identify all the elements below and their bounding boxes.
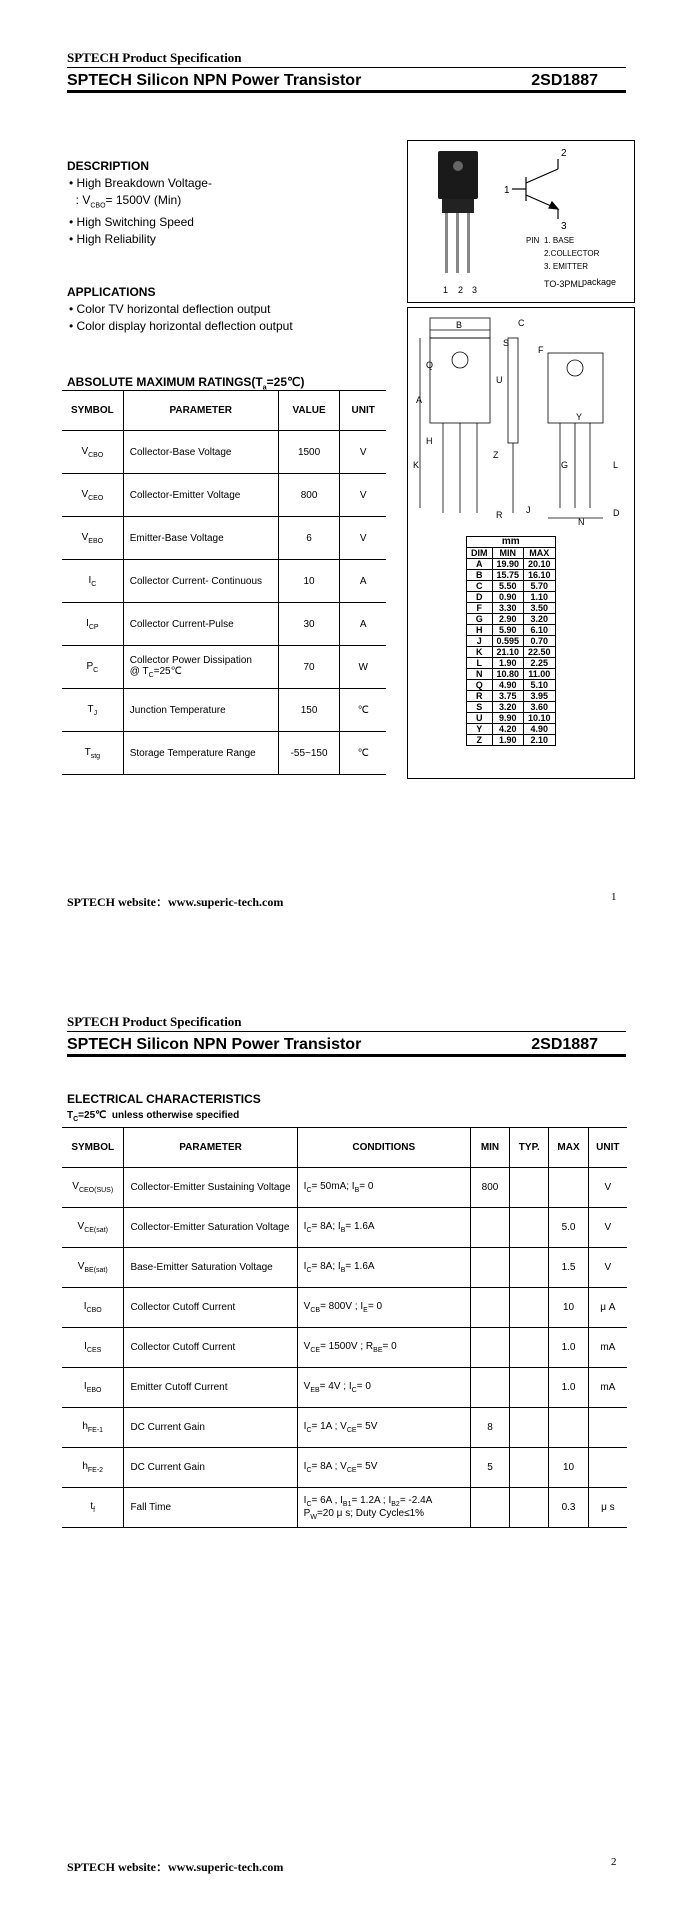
symbol-cell: $I_{CBO}$	[62, 1288, 124, 1328]
symbol-cell: $h_{FE-1}$	[62, 1408, 124, 1448]
column-header: SYMBOL	[62, 391, 123, 431]
table-cell: 5.50	[492, 581, 524, 592]
table-cell: 4.20	[492, 724, 524, 735]
unit-cell: V	[588, 1248, 627, 1288]
typ-cell	[510, 1208, 549, 1248]
description-heading: DESCRIPTION	[67, 159, 150, 173]
table-cell: 15.75	[492, 570, 524, 581]
table-row	[467, 669, 556, 680]
column-header: UNIT	[588, 1128, 627, 1168]
svg-text:L: L	[613, 460, 619, 470]
svg-text:N: N	[578, 517, 585, 527]
table-cell: 6.10	[524, 625, 556, 636]
conditions-cell: $I_C= 1A$ ; $V_{CE}= 5V$	[297, 1408, 470, 1448]
min-cell: 5	[470, 1448, 509, 1488]
table-row	[62, 1208, 627, 1248]
value-cell: 6	[278, 517, 340, 560]
svg-text:Q: Q	[426, 360, 434, 370]
unit-cell: A	[340, 560, 386, 603]
min-cell	[470, 1488, 509, 1528]
footer-website: SPTECH website：www.superic-tech.com	[67, 895, 284, 909]
unit-cell: mA	[588, 1328, 627, 1368]
table-cell: U	[467, 713, 493, 724]
parameter-cell: Collector Current- Continuous	[123, 560, 278, 603]
symbol-cell: $V_{CE(sat)}$	[62, 1208, 124, 1248]
table-row	[62, 474, 386, 517]
table-cell: 22.50	[524, 647, 556, 658]
document-title: SPTECH Silicon NPN Power Transistor	[67, 72, 362, 89]
unit-cell: ℃	[340, 689, 386, 732]
max-cell: 5.0	[549, 1208, 588, 1248]
unit-cell: ℃	[340, 732, 386, 775]
unit-cell	[588, 1448, 627, 1488]
svg-text:K: K	[413, 460, 420, 470]
symbol-cell: $T_J$	[62, 689, 123, 732]
column-header: MAX	[549, 1128, 588, 1168]
part-number: 2SD1887	[531, 72, 598, 89]
max-cell: 10	[549, 1288, 588, 1328]
table-header-row	[62, 391, 386, 431]
symbol-cell: $I_{CES}$	[62, 1328, 124, 1368]
svg-text:R: R	[496, 510, 503, 520]
table-row	[467, 603, 556, 614]
value-cell: 150	[278, 689, 340, 732]
table-cell: 2.90	[492, 614, 524, 625]
company-header: SPTECH Product Specification	[67, 50, 242, 65]
max-cell: 10	[549, 1448, 588, 1488]
parameter-cell: Junction Temperature	[123, 689, 278, 732]
conditions-cell: $V_{CB}= 800V$ ; $I_E= 0$	[297, 1288, 470, 1328]
svg-text:F: F	[538, 345, 544, 355]
table-cell: J	[467, 636, 493, 647]
footer-website: SPTECH website：www.superic-tech.com	[67, 1860, 284, 1874]
parameter-cell: Emitter-Base Voltage	[123, 517, 278, 560]
table-cell: Z	[467, 735, 493, 746]
table-cell: 3.60	[524, 702, 556, 713]
table-cell: 16.10	[524, 570, 556, 581]
symbol-cell: $I_{CP}$	[62, 603, 123, 646]
value-cell: 70	[278, 646, 340, 689]
table-cell: 3.50	[524, 603, 556, 614]
table-cell: 4.90	[524, 724, 556, 735]
max-cell: 0.3	[549, 1488, 588, 1528]
svg-text:H: H	[426, 436, 433, 446]
column-header: DIM	[467, 548, 493, 559]
list-item: • Color TV horizontal deflection output	[69, 302, 271, 316]
table-cell: 10.10	[524, 713, 556, 724]
table-cell: 2.25	[524, 658, 556, 669]
max-cell	[549, 1408, 588, 1448]
table-cell: 19.90	[492, 559, 524, 570]
unit-cell: μ s	[588, 1488, 627, 1528]
table-row	[467, 680, 556, 691]
column-header: VALUE	[278, 391, 340, 431]
table-row	[62, 1328, 627, 1368]
svg-text:TO-3PML: TO-3PML	[544, 279, 583, 289]
symbol-cell: $T_{stg}$	[62, 732, 123, 775]
table-row	[62, 1168, 627, 1208]
table-cell: 0.90	[492, 592, 524, 603]
table-row	[62, 1488, 627, 1528]
table-cell: C	[467, 581, 493, 592]
svg-text:C: C	[518, 318, 525, 328]
dimension-table	[466, 536, 556, 746]
unit-cell: mA	[588, 1368, 627, 1408]
package-outline-drawing	[408, 308, 634, 533]
table-row	[62, 1288, 627, 1328]
ratings-table	[62, 390, 386, 775]
table-row	[467, 658, 556, 669]
table-row	[467, 614, 556, 625]
table-row	[467, 735, 556, 746]
list-item: • Color display horizontal deflection output	[69, 319, 293, 333]
table-cell: B	[467, 570, 493, 581]
table-cell: 20.10	[524, 559, 556, 570]
table-row	[62, 603, 386, 646]
value-cell: 30	[278, 603, 340, 646]
svg-text:U: U	[496, 375, 503, 385]
list-item: • High Switching Speed	[69, 215, 194, 230]
table-cell: 0.70	[524, 636, 556, 647]
column-header: UNIT	[340, 391, 386, 431]
conditions-cell: $I_C= 50mA$; $I_B= 0$	[297, 1168, 470, 1208]
min-cell: 8	[470, 1408, 509, 1448]
table-cell: D	[467, 592, 493, 603]
part-number: 2SD1887	[531, 1036, 598, 1053]
table-cell: 3.20	[524, 614, 556, 625]
npn-symbol-icon	[512, 159, 558, 219]
table-row	[467, 724, 556, 735]
table-row	[467, 625, 556, 636]
svg-text:Y: Y	[576, 412, 583, 422]
table-row	[467, 592, 556, 603]
table-cell: H	[467, 625, 493, 636]
list-item: • High Breakdown Voltage-	[69, 176, 212, 190]
table-row	[62, 517, 386, 560]
title-bar	[67, 67, 626, 93]
symbol-cell: $V_{EBO}$	[62, 517, 123, 560]
column-header: PARAMETER	[124, 1128, 297, 1168]
table-cell: 4.90	[492, 680, 524, 691]
page-number: 2	[611, 1856, 617, 1868]
table-cell: 10.80	[492, 669, 524, 680]
column-header: MIN	[492, 548, 524, 559]
parameter-cell: Base-Emitter Saturation Voltage	[124, 1248, 297, 1288]
table-cell: 1.90	[492, 735, 524, 746]
min-cell	[470, 1288, 509, 1328]
table-cell: 5.70	[524, 581, 556, 592]
svg-text:J: J	[526, 505, 531, 515]
unit-cell: A	[340, 603, 386, 646]
conditions-cell: $I_C= 6A$ , $I_{B1}= 1.2A$ ; $I_{B2}= -2.4A$ $P_W=20$ μ s; Duty Cycle≤1%	[297, 1488, 470, 1528]
table-row	[62, 560, 386, 603]
table-cell: 5.90	[492, 625, 524, 636]
table-cell: R	[467, 691, 493, 702]
max-cell	[549, 1168, 588, 1208]
symbol-cell: $I_C$	[62, 560, 123, 603]
symbol-cell: $t_f$	[62, 1488, 124, 1528]
symbol-cell: $V_{CEO(SUS)}$	[62, 1168, 124, 1208]
symbol-cell: $h_{FE-2}$	[62, 1448, 124, 1488]
table-row	[467, 691, 556, 702]
table-cell: F	[467, 603, 493, 614]
page-number: 1	[611, 891, 617, 903]
applications-list	[69, 301, 293, 335]
pin-number: 2	[458, 285, 464, 295]
parameter-cell: Fall Time	[124, 1488, 297, 1528]
min-cell	[470, 1328, 509, 1368]
table-header-row	[62, 1128, 627, 1168]
max-cell: 1.0	[549, 1328, 588, 1368]
table-cell: K	[467, 647, 493, 658]
table-row	[62, 1408, 627, 1448]
svg-text:3: 3	[561, 221, 567, 232]
table-cell: L	[467, 658, 493, 669]
parameter-cell: Storage Temperature Range	[123, 732, 278, 775]
applications-heading: APPLICATIONS	[67, 285, 156, 299]
table-cell: Y	[467, 724, 493, 735]
transistor-package-photo	[408, 141, 634, 302]
column-header: SYMBOL	[62, 1128, 124, 1168]
conditions-cell: $V_{CE}= 1500V$ ; $R_{BE}= 0$	[297, 1328, 470, 1368]
column-header: TYP.	[510, 1128, 549, 1168]
table-cell: 3.30	[492, 603, 524, 614]
table-cell: 2.10	[524, 735, 556, 746]
value-cell: 1500	[278, 431, 340, 474]
svg-text:D: D	[613, 508, 620, 518]
electrical-heading: ELECTRICAL CHARACTERISTICS	[67, 1092, 261, 1106]
svg-text:1. BASE: 1. BASE	[544, 236, 575, 245]
typ-cell	[510, 1368, 549, 1408]
parameter-cell: Collector-Emitter Saturation Voltage	[124, 1208, 297, 1248]
table-row	[467, 581, 556, 592]
table-row	[62, 1448, 627, 1488]
svg-text:3. EMITTER: 3. EMITTER	[544, 262, 589, 271]
parameter-cell: Collector Power Dissipation @ $T_C=25℃$	[123, 646, 278, 689]
table-cell: G	[467, 614, 493, 625]
svg-text:G: G	[561, 460, 569, 470]
typ-cell	[510, 1488, 549, 1528]
title-bar	[67, 1031, 626, 1057]
table-cell: 21.10	[492, 647, 524, 658]
conditions-cell: $V_{EB}= 4V$ ; $I_C= 0$	[297, 1368, 470, 1408]
table-row	[467, 559, 556, 570]
min-cell	[470, 1248, 509, 1288]
table-row	[467, 702, 556, 713]
typ-cell	[510, 1328, 549, 1368]
description-list	[69, 175, 212, 248]
parameter-cell: Collector-Emitter Sustaining Voltage	[124, 1168, 297, 1208]
svg-text:S: S	[503, 338, 510, 348]
unit-cell: V	[340, 474, 386, 517]
package-image-box	[407, 140, 635, 303]
min-cell	[470, 1368, 509, 1408]
symbol-cell: $P_C$	[62, 646, 123, 689]
column-header: MIN	[470, 1128, 509, 1168]
table-cell: 0.595	[492, 636, 524, 647]
svg-text:Z: Z	[493, 450, 499, 460]
unit-cell: V	[340, 431, 386, 474]
list-item: • High Reliability	[69, 232, 156, 247]
table-cell: 5.10	[524, 680, 556, 691]
parameter-cell: Collector-Emitter Voltage	[123, 474, 278, 517]
unit-cell: V	[340, 517, 386, 560]
parameter-cell: DC Current Gain	[124, 1448, 297, 1488]
typ-cell	[510, 1448, 549, 1488]
svg-text:package: package	[582, 277, 617, 287]
parameter-cell: Collector Cutoff Current	[124, 1288, 297, 1328]
table-row	[62, 646, 386, 689]
unit-cell: W	[340, 646, 386, 689]
symbol-cell: $V_{BE(sat)}$	[62, 1248, 124, 1288]
table-cell: 9.90	[492, 713, 524, 724]
unit-cell: V	[588, 1168, 627, 1208]
svg-text:A: A	[416, 395, 423, 405]
table-row	[62, 1248, 627, 1288]
table-cell: Q	[467, 680, 493, 691]
table-cell: 3.20	[492, 702, 524, 713]
document-title: SPTECH Silicon NPN Power Transistor	[67, 1036, 362, 1053]
min-cell	[470, 1208, 509, 1248]
dimension-drawing-box	[407, 307, 635, 779]
typ-cell	[510, 1288, 549, 1328]
ratings-heading: ABSOLUTE MAXIMUM $RATINGS(T_a=25℃)$	[67, 375, 305, 392]
svg-text:B: B	[456, 320, 463, 330]
conditions-cell: $I_C= 8A$; $I_B= 1.6A$	[297, 1208, 470, 1248]
unit-cell: V	[588, 1208, 627, 1248]
min-cell: 800	[470, 1168, 509, 1208]
parameter-cell: Collector Cutoff Current	[124, 1328, 297, 1368]
table-row	[62, 732, 386, 775]
parameter-cell: Emitter Cutoff Current	[124, 1368, 297, 1408]
conditions-cell: $I_C= 8A$ ; $V_{CE}= 5V$	[297, 1448, 470, 1488]
table-cell: N	[467, 669, 493, 680]
table-cell: 3.75	[492, 691, 524, 702]
electrical-table	[62, 1127, 627, 1528]
parameter-cell: Collector Current-Pulse	[123, 603, 278, 646]
column-header: MAX	[524, 548, 556, 559]
parameter-cell: Collector-Base Voltage	[123, 431, 278, 474]
typ-cell	[510, 1248, 549, 1288]
table-row	[62, 1368, 627, 1408]
pin-number: 1	[443, 285, 449, 295]
parameter-cell: DC Current Gain	[124, 1408, 297, 1448]
typ-cell	[510, 1168, 549, 1208]
company-header: SPTECH Product Specification	[67, 1014, 242, 1029]
dimension-unit-header: mm	[467, 537, 556, 548]
table-row	[62, 689, 386, 732]
symbol-cell: $V_{CBO}$	[62, 431, 123, 474]
value-cell: -55~150	[278, 732, 340, 775]
table-cell: 11.00	[524, 669, 556, 680]
table-row	[467, 647, 556, 658]
unit-cell: μ A	[588, 1288, 627, 1328]
symbol-cell: $I_{EBO}$	[62, 1368, 124, 1408]
svg-text:2: 2	[561, 148, 567, 159]
unit-cell	[588, 1408, 627, 1448]
max-cell: 1.5	[549, 1248, 588, 1288]
conditions-cell: $I_C= 8A$; $I_B= 1.6A$	[297, 1248, 470, 1288]
svg-text:PIN: PIN	[526, 236, 540, 245]
list-item: : $V_{CBO}= 1500V$ (Min)	[69, 193, 182, 210]
table-cell: S	[467, 702, 493, 713]
svg-text:2.COLLECTOR: 2.COLLECTOR	[544, 249, 600, 258]
value-cell: 800	[278, 474, 340, 517]
table-row	[467, 570, 556, 581]
table-row	[467, 713, 556, 724]
typ-cell	[510, 1408, 549, 1448]
column-header: PARAMETER	[123, 391, 278, 431]
table-cell: A	[467, 559, 493, 570]
table-cell: 3.95	[524, 691, 556, 702]
table-row	[62, 431, 386, 474]
table-row	[467, 636, 556, 647]
pin-number: 3	[472, 285, 478, 295]
table-cell: 1.10	[524, 592, 556, 603]
symbol-cell: $V_{CEO}$	[62, 474, 123, 517]
max-cell: 1.0	[549, 1368, 588, 1408]
conditions-note: $T_C=25℃$ unless otherwise specified	[67, 1110, 240, 1123]
table-cell: 1.90	[492, 658, 524, 669]
value-cell: 10	[278, 560, 340, 603]
column-header: CONDITIONS	[297, 1128, 470, 1168]
svg-text:1: 1	[504, 185, 510, 196]
